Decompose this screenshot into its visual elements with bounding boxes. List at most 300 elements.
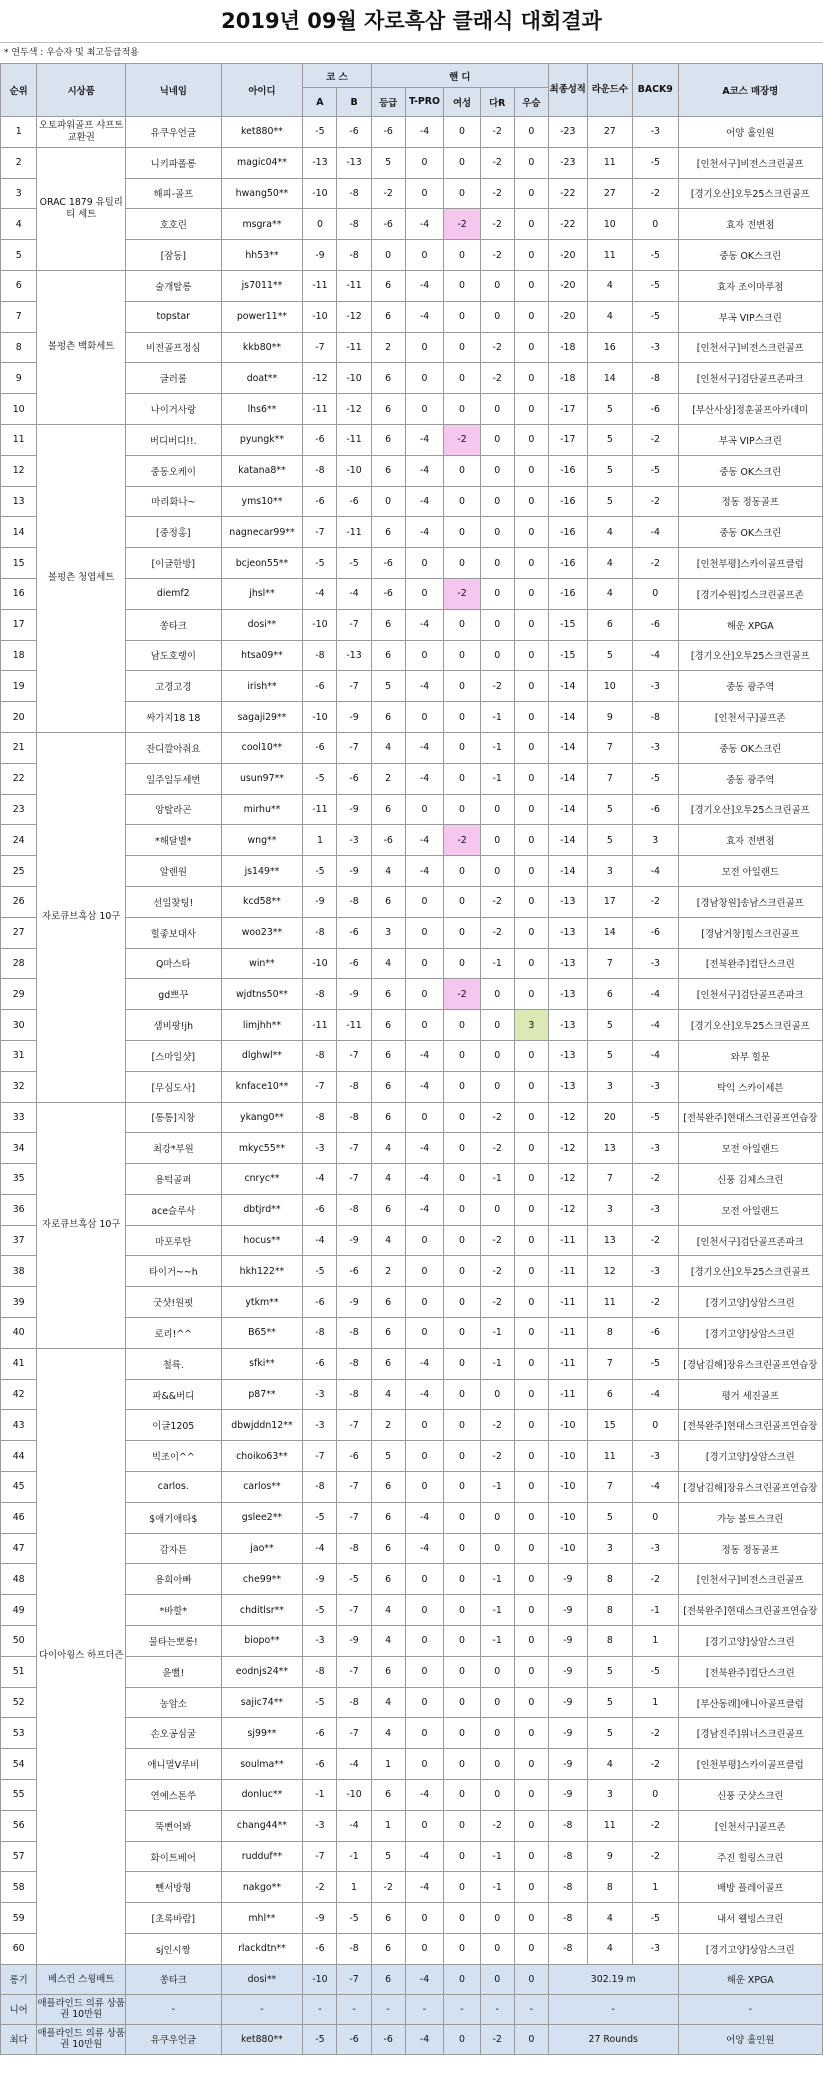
- course-b-cell: -8: [337, 178, 371, 209]
- nickname-cell: [통통]지창: [126, 1102, 221, 1133]
- shop-cell: [경남거창]힐스크린골프: [678, 917, 822, 948]
- grade-cell: 6: [371, 1102, 405, 1133]
- shop-cell: 모전 아일랜드: [678, 1133, 822, 1164]
- user-id-cell: hwang50**: [221, 178, 303, 209]
- rank-cell: 40: [1, 1318, 37, 1349]
- rounds-cell: 10: [587, 209, 632, 240]
- rank-cell: 30: [1, 1010, 37, 1041]
- win-cell: 0: [514, 1656, 548, 1687]
- female-cell: 0: [444, 1379, 480, 1410]
- user-id-cell: limjhh**: [221, 1010, 303, 1041]
- nickname-cell: [초록바람]: [126, 1903, 221, 1934]
- tpro-cell: 0: [405, 1718, 444, 1749]
- win-cell: 0: [514, 1564, 548, 1595]
- rounds-cell: 5: [587, 794, 632, 825]
- rounds-cell: 11: [587, 240, 632, 271]
- grade-cell: 6: [371, 517, 405, 548]
- shop-cell: 중동 광주역: [678, 763, 822, 794]
- shop-cell: 효자 전변점: [678, 825, 822, 856]
- rank-cell: 53: [1, 1718, 37, 1749]
- female-cell: 0: [444, 1348, 480, 1379]
- rounds-cell: 11: [587, 147, 632, 178]
- rank-cell: 19: [1, 671, 37, 702]
- rounds-cell: 6: [587, 979, 632, 1010]
- award-result-cell: 302.19 m: [548, 1964, 678, 1994]
- rank-cell: 21: [1, 732, 37, 763]
- tpro-cell: -4: [405, 517, 444, 548]
- course-a-cell: -4: [303, 1533, 337, 1564]
- user-id-cell: dosi**: [221, 1964, 303, 1994]
- back9-cell: -2: [633, 1564, 678, 1595]
- nickname-cell: 용턱골퍼: [126, 1164, 221, 1195]
- back9-cell: -3: [633, 1934, 678, 1965]
- user-id-cell: dbtjrd**: [221, 1194, 303, 1225]
- multi-round-cell: 0: [480, 1749, 514, 1780]
- user-id-cell: dlghwl**: [221, 1040, 303, 1071]
- course-a-cell: -8: [303, 1656, 337, 1687]
- tpro-cell: -4: [405, 1348, 444, 1379]
- legend-note: * 연두색 : 우승자 및 최고등급적용: [4, 48, 139, 58]
- course-b-cell: -9: [337, 856, 371, 887]
- nickname-cell: 힐좋보대사: [126, 917, 221, 948]
- back9-cell: -3: [633, 732, 678, 763]
- final-score-cell: -23: [548, 147, 587, 178]
- rounds-cell: 17: [587, 886, 632, 917]
- grade-cell: 5: [371, 671, 405, 702]
- tpro-cell: -: [405, 1994, 444, 2024]
- tpro-cell: 0: [405, 917, 444, 948]
- win-cell: 0: [514, 1533, 548, 1564]
- female-cell: 0: [444, 1318, 480, 1349]
- tpro-cell: -4: [405, 1194, 444, 1225]
- grade-cell: 6: [371, 1903, 405, 1934]
- grade-cell: 1: [371, 1810, 405, 1841]
- win-cell: 0: [514, 240, 548, 271]
- tpro-cell: 0: [405, 794, 444, 825]
- back9-cell: -3: [633, 1194, 678, 1225]
- final-score-cell: -13: [548, 1071, 587, 1102]
- rounds-cell: 5: [587, 424, 632, 455]
- course-a-cell: -3: [303, 1810, 337, 1841]
- multi-round-cell: -2: [480, 332, 514, 363]
- win-cell: 0: [514, 578, 548, 609]
- rounds-cell: 4: [587, 548, 632, 579]
- win-cell: 0: [514, 1687, 548, 1718]
- multi-round-cell: 0: [480, 1071, 514, 1102]
- user-id-cell: hocus**: [221, 1225, 303, 1256]
- back9-cell: -4: [633, 1010, 678, 1041]
- back9-cell: -6: [633, 609, 678, 640]
- shop-cell: [경기오산]오투25스크린골프: [678, 640, 822, 671]
- user-id-cell: ket880**: [221, 2024, 303, 2054]
- rank-cell: 10: [1, 394, 37, 425]
- rank-cell: 55: [1, 1780, 37, 1811]
- win-cell: 0: [514, 1410, 548, 1441]
- rounds-cell: 5: [587, 825, 632, 856]
- multi-round-cell: -2: [480, 209, 514, 240]
- nickname-cell: 해피-골프: [126, 178, 221, 209]
- back9-cell: -2: [633, 1749, 678, 1780]
- tpro-cell: 0: [405, 1441, 444, 1472]
- shop-cell: 효자 조이마루점: [678, 270, 822, 301]
- win-cell: 0: [514, 794, 548, 825]
- final-score-cell: -17: [548, 424, 587, 455]
- win-cell: 0: [514, 301, 548, 332]
- course-a-cell: -8: [303, 1318, 337, 1349]
- final-score-cell: -10: [548, 1472, 587, 1503]
- tpro-cell: 0: [405, 1472, 444, 1503]
- tpro-cell: -4: [405, 301, 444, 332]
- shop-cell: 가능 볼트스크린: [678, 1502, 822, 1533]
- female-cell: 0: [444, 763, 480, 794]
- nickname-cell: 쏭타크: [126, 609, 221, 640]
- grade-cell: 4: [371, 1626, 405, 1657]
- nickname-cell: 연예스톤쑤: [126, 1780, 221, 1811]
- course-a-cell: -6: [303, 1934, 337, 1965]
- back9-cell: -6: [633, 917, 678, 948]
- back9-cell: -3: [633, 948, 678, 979]
- final-score-cell: -12: [548, 1133, 587, 1164]
- final-score-cell: -8: [548, 1810, 587, 1841]
- rank-cell: 22: [1, 763, 37, 794]
- female-cell: 0: [444, 270, 480, 301]
- course-a-cell: -5: [303, 1256, 337, 1287]
- nickname-cell: *해달별*: [126, 825, 221, 856]
- tpro-cell: 0: [405, 702, 444, 733]
- female-cell: 0: [444, 1964, 480, 1994]
- tpro-cell: 0: [405, 1595, 444, 1626]
- multi-round-cell: -: [480, 1994, 514, 2024]
- female-cell: 0: [444, 1040, 480, 1071]
- multi-round-cell: 0: [480, 609, 514, 640]
- multi-round-cell: -2: [480, 1810, 514, 1841]
- nickname-cell: 타이거~~h: [126, 1256, 221, 1287]
- tpro-cell: -4: [405, 825, 444, 856]
- course-b-cell: -7: [337, 1964, 371, 1994]
- nickname-cell: 뚝뻔어봐: [126, 1810, 221, 1841]
- multi-round-cell: 0: [480, 1687, 514, 1718]
- final-score-cell: -16: [548, 517, 587, 548]
- user-id-cell: hh53**: [221, 240, 303, 271]
- rounds-cell: 7: [587, 948, 632, 979]
- back9-cell: 3: [633, 825, 678, 856]
- course-b-cell: -7: [337, 1472, 371, 1503]
- rank-cell: 44: [1, 1441, 37, 1472]
- tpro-cell: -4: [405, 763, 444, 794]
- back9-cell: -5: [633, 455, 678, 486]
- nickname-cell: 마리화나~: [126, 486, 221, 517]
- course-b-cell: -6: [337, 917, 371, 948]
- final-score-cell: -13: [548, 886, 587, 917]
- nickname-cell: $애기애타$: [126, 1502, 221, 1533]
- tpro-cell: -4: [405, 732, 444, 763]
- nickname-cell: [중정홍]: [126, 517, 221, 548]
- user-id-cell: B65**: [221, 1318, 303, 1349]
- female-cell: 0: [444, 2024, 480, 2054]
- multi-round-cell: 0: [480, 486, 514, 517]
- win-cell: 0: [514, 886, 548, 917]
- female-cell: 0: [444, 1841, 480, 1872]
- rounds-cell: 13: [587, 1225, 632, 1256]
- course-a-cell: -3: [303, 1379, 337, 1410]
- final-score-cell: -9: [548, 1656, 587, 1687]
- rounds-cell: 5: [587, 1010, 632, 1041]
- back9-cell: -4: [633, 640, 678, 671]
- grade-cell: 6: [371, 640, 405, 671]
- grade-cell: 2: [371, 332, 405, 363]
- back9-cell: -3: [633, 1533, 678, 1564]
- back9-cell: -3: [633, 1256, 678, 1287]
- rank-cell: 16: [1, 578, 37, 609]
- course-a-cell: -7: [303, 332, 337, 363]
- final-score-cell: -9: [548, 1626, 587, 1657]
- win-cell: 0: [514, 763, 548, 794]
- user-id-cell: dbwjddn12**: [221, 1410, 303, 1441]
- final-score-cell: -11: [548, 1379, 587, 1410]
- shop-cell: [전북완주]현대스크린골프연습장: [678, 1595, 822, 1626]
- tpro-cell: 0: [405, 578, 444, 609]
- prize-cell: 자로큐브흑삼 10구: [37, 1102, 126, 1348]
- back9-cell: -3: [633, 332, 678, 363]
- win-cell: 0: [514, 948, 548, 979]
- female-cell: 0: [444, 1533, 480, 1564]
- header-course: 코 스: [303, 64, 371, 88]
- multi-round-cell: 0: [480, 1533, 514, 1564]
- final-score-cell: -14: [548, 794, 587, 825]
- tpro-cell: -4: [405, 486, 444, 517]
- rank-cell: 27: [1, 917, 37, 948]
- win-cell: 0: [514, 1225, 548, 1256]
- win-cell: 0: [514, 1626, 548, 1657]
- multi-round-cell: 0: [480, 856, 514, 887]
- final-score-cell: -13: [548, 917, 587, 948]
- multi-round-cell: -1: [480, 1472, 514, 1503]
- rounds-cell: 3: [587, 1071, 632, 1102]
- rounds-cell: 5: [587, 1040, 632, 1071]
- back9-cell: 1: [633, 1872, 678, 1903]
- rounds-cell: 11: [587, 1287, 632, 1318]
- tpro-cell: 0: [405, 979, 444, 1010]
- course-b-cell: -9: [337, 979, 371, 1010]
- win-cell: 0: [514, 1379, 548, 1410]
- final-score-cell: -22: [548, 209, 587, 240]
- user-id-cell: p87**: [221, 1379, 303, 1410]
- back9-cell: 0: [633, 1410, 678, 1441]
- back9-cell: -6: [633, 794, 678, 825]
- back9-cell: -2: [633, 424, 678, 455]
- grade-cell: -6: [371, 578, 405, 609]
- rank-cell: 20: [1, 702, 37, 733]
- final-score-cell: -18: [548, 363, 587, 394]
- rank-cell: 54: [1, 1749, 37, 1780]
- win-cell: 0: [514, 1934, 548, 1965]
- rounds-cell: 5: [587, 394, 632, 425]
- nickname-cell: 최강*부원: [126, 1133, 221, 1164]
- course-a-cell: -7: [303, 1841, 337, 1872]
- rounds-cell: 5: [587, 1502, 632, 1533]
- course-b-cell: -9: [337, 702, 371, 733]
- course-a-cell: -9: [303, 886, 337, 917]
- rank-cell: 52: [1, 1687, 37, 1718]
- multi-round-cell: -2: [480, 1256, 514, 1287]
- win-cell: 0: [514, 917, 548, 948]
- user-id-cell: htsa09**: [221, 640, 303, 671]
- nickname-cell: gd쁘꾸: [126, 979, 221, 1010]
- female-cell: 0: [444, 1780, 480, 1811]
- shop-cell: 신풍 김체스크린: [678, 1164, 822, 1195]
- female-cell: -2: [444, 424, 480, 455]
- female-cell: 0: [444, 886, 480, 917]
- nickname-cell: 감자튼: [126, 1533, 221, 1564]
- tpro-cell: -4: [405, 117, 444, 148]
- user-id-cell: mhl**: [221, 1903, 303, 1934]
- course-b-cell: -12: [337, 394, 371, 425]
- grade-cell: 6: [371, 424, 405, 455]
- rank-cell: 33: [1, 1102, 37, 1133]
- course-a-cell: -6: [303, 732, 337, 763]
- win-cell: 0: [514, 517, 548, 548]
- female-cell: 0: [444, 948, 480, 979]
- course-b-cell: -6: [337, 763, 371, 794]
- course-b-cell: -13: [337, 147, 371, 178]
- course-b-cell: -8: [337, 240, 371, 271]
- multi-round-cell: -1: [480, 1872, 514, 1903]
- multi-round-cell: -1: [480, 1626, 514, 1657]
- header-tpro: T-PRO: [405, 88, 444, 117]
- rank-cell: 9: [1, 363, 37, 394]
- nickname-cell: Q마스타: [126, 948, 221, 979]
- female-cell: -2: [444, 209, 480, 240]
- table-row: [1, 147, 823, 178]
- tpro-cell: -4: [405, 856, 444, 887]
- course-a-cell: -13: [303, 147, 337, 178]
- nickname-cell: 싸가지18 18: [126, 702, 221, 733]
- course-b-cell: -8: [337, 1071, 371, 1102]
- header-handicap: 핸 디: [371, 64, 548, 88]
- results-table: [0, 63, 823, 2055]
- win-cell: 0: [514, 147, 548, 178]
- course-b-cell: -9: [337, 1626, 371, 1657]
- grade-cell: 6: [371, 1071, 405, 1102]
- rounds-cell: 5: [587, 1687, 632, 1718]
- shop-cell: 신풍 굿샷스크린: [678, 1780, 822, 1811]
- grade-cell: -6: [371, 548, 405, 579]
- grade-cell: 6: [371, 363, 405, 394]
- final-score-cell: -16: [548, 548, 587, 579]
- tpro-cell: 0: [405, 1749, 444, 1780]
- grade-cell: -6: [371, 2024, 405, 2054]
- female-cell: 0: [444, 1287, 480, 1318]
- multi-round-cell: 0: [480, 979, 514, 1010]
- female-cell: 0: [444, 363, 480, 394]
- grade-cell: 5: [371, 1441, 405, 1472]
- back9-cell: 1: [633, 1687, 678, 1718]
- course-b-cell: -7: [337, 609, 371, 640]
- win-cell: -: [514, 1994, 548, 2024]
- nickname-cell: topstar: [126, 301, 221, 332]
- shop-cell: [인천서구]검단골프존파크: [678, 363, 822, 394]
- win-cell: 0: [514, 640, 548, 671]
- grade-cell: 4: [371, 948, 405, 979]
- nickname-cell: 윤뻘!: [126, 1656, 221, 1687]
- grade-cell: 4: [371, 856, 405, 887]
- user-id-cell: jao**: [221, 1533, 303, 1564]
- final-score-cell: -10: [548, 1441, 587, 1472]
- grade-cell: 6: [371, 794, 405, 825]
- user-id-cell: win**: [221, 948, 303, 979]
- nickname-cell: 화이트베어: [126, 1841, 221, 1872]
- rounds-cell: 3: [587, 1194, 632, 1225]
- female-cell: 0: [444, 1194, 480, 1225]
- back9-cell: -3: [633, 671, 678, 702]
- course-a-cell: -9: [303, 1903, 337, 1934]
- award-result-cell: -: [548, 1994, 678, 2024]
- course-a-cell: -8: [303, 1472, 337, 1503]
- nickname-cell: 용희아빠: [126, 1564, 221, 1595]
- back9-cell: -5: [633, 1102, 678, 1133]
- user-id-cell: sajic74**: [221, 1687, 303, 1718]
- multi-round-cell: -1: [480, 763, 514, 794]
- tpro-cell: -4: [405, 1502, 444, 1533]
- back9-cell: -5: [633, 1903, 678, 1934]
- table-row: [1, 117, 823, 148]
- back9-cell: -1: [633, 1595, 678, 1626]
- prize-cell: ORAC 1879 유틸리티 세트: [37, 147, 126, 270]
- final-score-cell: -11: [548, 1256, 587, 1287]
- win-cell: 0: [514, 702, 548, 733]
- tpro-cell: -4: [405, 455, 444, 486]
- rank-cell: 56: [1, 1810, 37, 1841]
- back9-cell: -5: [633, 1348, 678, 1379]
- shop-cell: [경기고양]상암스크린: [678, 1626, 822, 1657]
- nickname-cell: 잔디깔아줘요: [126, 732, 221, 763]
- tpro-cell: -4: [405, 1040, 444, 1071]
- course-b-cell: -11: [337, 424, 371, 455]
- grade-cell: 6: [371, 702, 405, 733]
- user-id-cell: lhs6**: [221, 394, 303, 425]
- multi-round-cell: -1: [480, 1841, 514, 1872]
- grade-cell: 6: [371, 301, 405, 332]
- user-id-cell: js149**: [221, 856, 303, 887]
- final-score-cell: -8: [548, 1872, 587, 1903]
- female-cell: 0: [444, 1441, 480, 1472]
- rounds-cell: 5: [587, 455, 632, 486]
- rank-cell: 57: [1, 1841, 37, 1872]
- female-cell: 0: [444, 794, 480, 825]
- tpro-cell: 0: [405, 548, 444, 579]
- nickname-cell: 나이거사랑: [126, 394, 221, 425]
- course-b-cell: -8: [337, 1533, 371, 1564]
- course-b-cell: -8: [337, 1934, 371, 1965]
- course-a-cell: -6: [303, 1287, 337, 1318]
- rank-cell: 1: [1, 117, 37, 148]
- nickname-cell: 로리!^^: [126, 1318, 221, 1349]
- grade-cell: 6: [371, 1502, 405, 1533]
- shop-cell: 정동 정동골프: [678, 486, 822, 517]
- rank-cell: 24: [1, 825, 37, 856]
- user-id-cell: che99**: [221, 1564, 303, 1595]
- header-nickname: 닉네임: [126, 64, 221, 117]
- nickname-cell: 비전골프정심: [126, 332, 221, 363]
- female-cell: 0: [444, 702, 480, 733]
- tpro-cell: 0: [405, 363, 444, 394]
- grade-cell: 5: [371, 1841, 405, 1872]
- user-id-cell: usun97**: [221, 763, 303, 794]
- back9-cell: -4: [633, 1379, 678, 1410]
- course-a-cell: 0: [303, 209, 337, 240]
- multi-round-cell: -2: [480, 671, 514, 702]
- rank-cell: 12: [1, 455, 37, 486]
